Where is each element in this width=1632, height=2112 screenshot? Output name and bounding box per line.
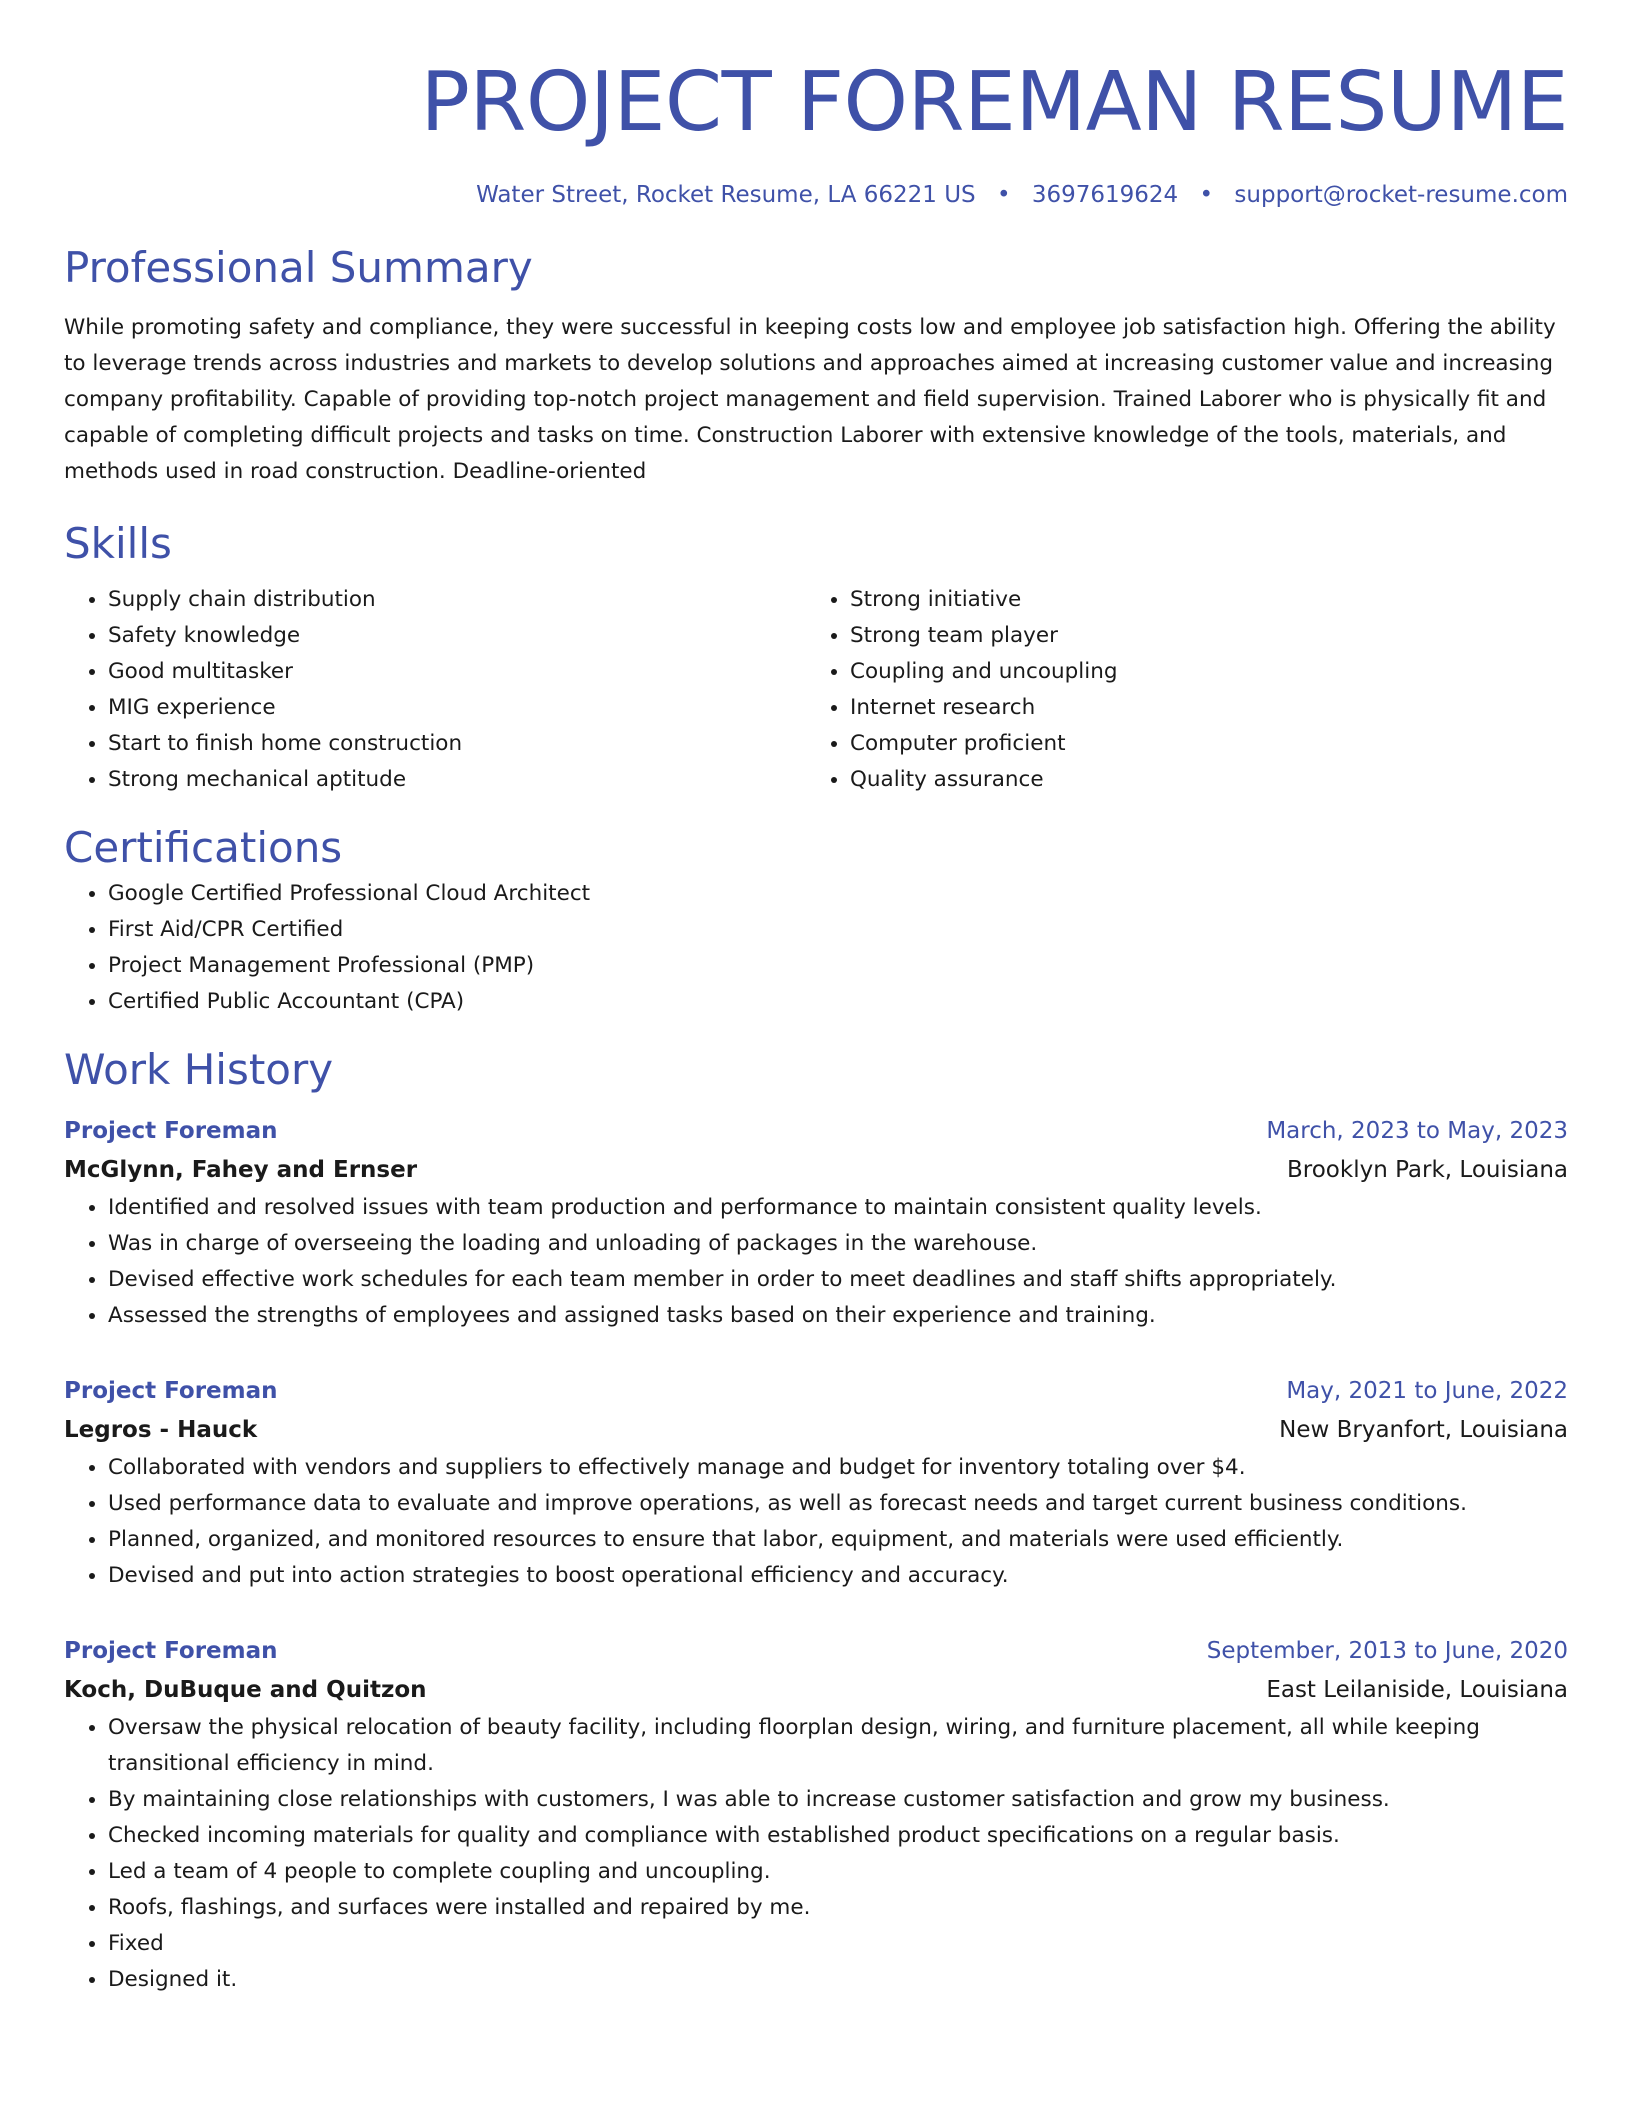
work-history-heading: Work History — [64, 1045, 334, 1094]
skill-item: • Safety knowledge — [108, 618, 806, 654]
job-bullet: • Devised and put into action strategies to boost operational efficiency and accuracy. — [108, 1558, 1568, 1594]
job-bullets — [64, 1710, 1568, 1998]
job-bullets — [64, 1190, 1568, 1334]
job-company-row — [64, 1410, 1568, 1450]
work-history-section — [64, 1042, 1568, 1998]
job-entry — [64, 1632, 1568, 1998]
job-header-row — [64, 1372, 1568, 1410]
certification-item: • Certified Public Accountant (CPA) — [108, 984, 1568, 1020]
job-bullets — [64, 1450, 1568, 1594]
job-bullet: • Roofs, flashings, and surfaces were installed and repaired by me. — [108, 1890, 1568, 1926]
job-dates: September, 2013 to June, 2020 — [1206, 1638, 1568, 1664]
job-bullet: • Led a team of 4 people to complete coupling and uncoupling. — [108, 1854, 1568, 1890]
certifications-list — [64, 876, 1568, 1020]
skills-section — [64, 516, 1568, 798]
job-bullet: • By maintaining close relationships with customers, I was able to increase customer satisfaction and grow my business. — [108, 1782, 1568, 1818]
skills-list-right — [806, 582, 1548, 798]
job-dates: May, 2021 to June, 2022 — [1286, 1378, 1568, 1404]
contact-separator: • — [996, 182, 1011, 208]
certifications-heading: Certifications — [64, 823, 343, 872]
job-header-row — [64, 1112, 1568, 1150]
job-bullet: • Was in charge of overseeing the loading and unloading of packages in the warehouse. — [108, 1226, 1568, 1262]
skills-heading: Skills — [64, 519, 172, 568]
job-bullet: • Collaborated with vendors and suppliers to effectively manage and budget for inventory totaling over $4. — [108, 1450, 1568, 1486]
contact-email[interactable]: support@rocket-resume.com — [1234, 182, 1568, 208]
skill-item: • Strong mechanical aptitude — [108, 762, 806, 798]
certifications-section — [64, 820, 1568, 1020]
contact-phone[interactable]: 3697619624 — [1031, 182, 1179, 208]
skill-item: • Computer proficient — [850, 726, 1548, 762]
job-title: Project Foreman — [64, 1118, 278, 1144]
job-title: Project Foreman — [64, 1638, 278, 1664]
job-entry — [64, 1112, 1568, 1334]
job-bullet: • Checked incoming materials for quality and compliance with established product specifications on a regular basis. — [108, 1818, 1568, 1854]
job-bullet: • Assessed the strengths of employees and assigned tasks based on their experience and training. — [108, 1298, 1568, 1334]
contact-address: Water Street, Rocket Resume, LA 66221 US — [476, 182, 976, 208]
job-dates: March, 2023 to May, 2023 — [1266, 1118, 1568, 1144]
job-title: Project Foreman — [64, 1378, 278, 1404]
skills-column-left — [64, 582, 806, 798]
skills-column-right — [806, 582, 1548, 798]
summary-section — [64, 240, 1568, 490]
job-header-row — [64, 1632, 1568, 1670]
job-bullet: • Identified and resolved issues with team production and performance to maintain consistent quality levels. — [108, 1190, 1568, 1226]
resume-title: PROJECT FOREMAN RESUME — [420, 55, 1568, 150]
job-location: New Bryanfort, Louisiana — [1279, 1417, 1568, 1443]
summary-heading: Professional Summary — [64, 243, 533, 292]
certification-item: • First Aid/CPR Certified — [108, 912, 1568, 948]
skill-item: • Supply chain distribution — [108, 582, 806, 618]
contact-line — [64, 178, 1568, 212]
job-bullet: • Oversaw the physical relocation of beauty facility, including floorplan design, wiring, and furniture placement, all while keeping transitional efficiency in mind. — [108, 1710, 1568, 1782]
skill-item: • Start to finish home construction — [108, 726, 806, 762]
job-company: McGlynn, Fahey and Ernser — [64, 1157, 418, 1183]
skill-item: • Strong initiative — [850, 582, 1548, 618]
skill-item: • Good multitasker — [108, 654, 806, 690]
job-entry — [64, 1372, 1568, 1594]
skills-columns — [64, 582, 1568, 798]
job-bullet: • Planned, organized, and monitored resources to ensure that labor, equipment, and materials were used efficiently. — [108, 1522, 1568, 1558]
skill-item: • Strong team player — [850, 618, 1548, 654]
skill-item: • Internet research — [850, 690, 1548, 726]
job-company-row — [64, 1150, 1568, 1190]
job-location: East Leilaniside, Louisiana — [1266, 1677, 1568, 1703]
skill-item: • Quality assurance — [850, 762, 1548, 798]
skills-list-left — [64, 582, 806, 798]
skill-item: • Coupling and uncoupling — [850, 654, 1548, 690]
job-bullet: • Used performance data to evaluate and improve operations, as well as forecast needs and target current business conditions. — [108, 1486, 1568, 1522]
job-bullet: • Fixed — [108, 1926, 1568, 1962]
certification-item: • Project Management Professional (PMP) — [108, 948, 1568, 984]
summary-text: While promoting safety and compliance, they were successful in keeping costs low and employee job satisfaction high. Offering the ability to leverage trends across industries and markets to develop solutions and approaches aimed at increasing customer value and increasing company profitability. Capable of providing top-notch project management and field supervision. Trained Laborer who is physically fit and capable of completing difficult projects and tasks on time. Construction Laborer with extensive knowledge of the tools, materials, and methods used in road construction. Deadline-oriented — [64, 315, 1556, 484]
job-company-row — [64, 1670, 1568, 1710]
job-bullet: • Devised effective work schedules for each team member in order to meet deadlines and staff shifts appropriately. — [108, 1262, 1568, 1298]
skill-item: • MIG experience — [108, 690, 806, 726]
job-bullet: • Designed it. — [108, 1962, 1568, 1998]
contact-separator: • — [1199, 182, 1214, 208]
job-company: Legros - Hauck — [64, 1417, 258, 1443]
certification-item: • Google Certified Professional Cloud Architect — [108, 876, 1568, 912]
job-location: Brooklyn Park, Louisiana — [1287, 1157, 1568, 1183]
job-company: Koch, DuBuque and Quitzon — [64, 1677, 427, 1703]
